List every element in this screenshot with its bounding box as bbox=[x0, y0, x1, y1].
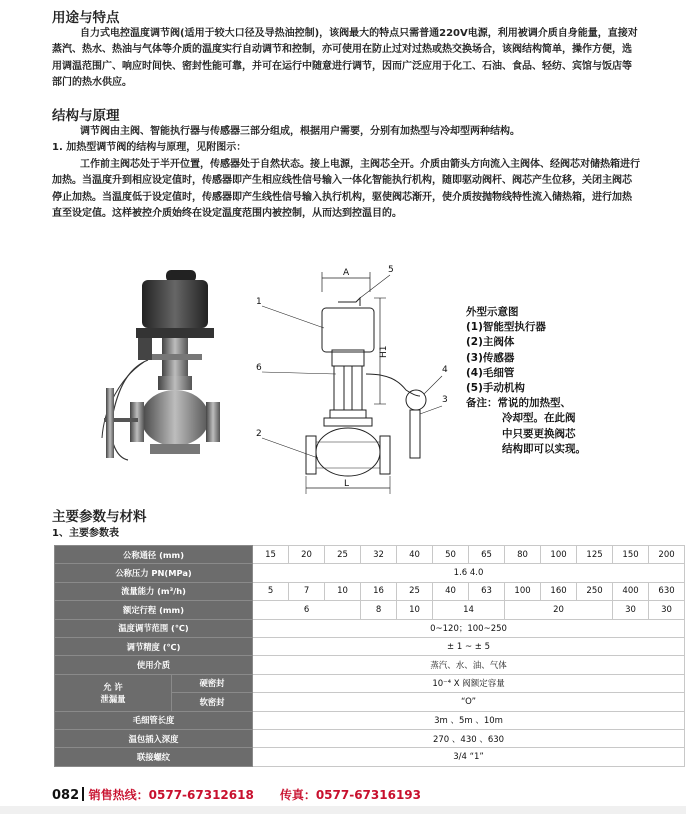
table-row bbox=[55, 564, 685, 582]
legend-item-capillary: (4)毛细管 bbox=[466, 366, 515, 379]
table-cell: 40 bbox=[397, 546, 433, 564]
table-cell: 100 bbox=[541, 546, 577, 564]
table-cell: 30 bbox=[613, 601, 649, 619]
table-cell: 25 bbox=[325, 546, 361, 564]
params-subtitle: 1、主要参数表 bbox=[52, 528, 119, 539]
row-label: 公称压力 PN(MPa) bbox=[55, 564, 253, 582]
fax-number: 传真：0577-67316193 bbox=[279, 788, 422, 802]
valve-schematic bbox=[248, 262, 458, 502]
table-row bbox=[55, 619, 685, 637]
table-cell: 15 bbox=[253, 546, 289, 564]
table-cell: 14 bbox=[433, 601, 505, 619]
row-label: 温度调节范围 (℃) bbox=[55, 619, 253, 637]
table-cell: 3m 、5m 、10m bbox=[253, 711, 685, 729]
table-cell: 150 bbox=[613, 546, 649, 564]
dim-label-l: L bbox=[344, 479, 350, 489]
params-table bbox=[54, 545, 685, 767]
row-label: 调节精度 (℃) bbox=[55, 637, 253, 655]
table-row bbox=[55, 637, 685, 655]
table-cell: 16 bbox=[361, 582, 397, 600]
table-cell: 0~120；100~250 bbox=[253, 619, 685, 637]
dim-label-h1: H1 bbox=[379, 345, 389, 358]
legend-item-main-body: (2)主阀体 bbox=[466, 336, 515, 349]
table-cell: 蒸汽、水、油、气体 bbox=[253, 656, 685, 674]
table-cell: 20 bbox=[289, 546, 325, 564]
structure-item1: 1. 加热型调节阀的结构与原理，见附图示： bbox=[52, 142, 247, 154]
table-cell: 3/4 “1” bbox=[253, 748, 685, 766]
table-cell: 10 bbox=[397, 601, 433, 619]
table-cell: 7 bbox=[289, 582, 325, 600]
table-cell: 80 bbox=[505, 546, 541, 564]
usage-paragraph bbox=[52, 26, 640, 92]
table-cell: 630 bbox=[649, 582, 685, 600]
structure-text2: 工作前主阀芯处于半开位置，传感器处于自然状态。接上电源，主阀芯全开。介质由箭头方向流入主阀体、经阀芯对储热箱进行加热。当温度升到相应设定值时，传感器即产生相应线性信号输入一体化智能执行机构，随即驱动阀杆、阀芯产生位移，关闭主阀芯停止加热。当温度低于设定值时，传感器即产生线性信号输入执行机构，驱使阀芯渐开，使介质按抛物线特性流入储热箱，进行加热直至设定值。这样被控介质始终在设定温度范围内被控制，从而达到控温目的。 bbox=[52, 158, 640, 220]
label-6: 6 bbox=[256, 363, 262, 373]
legend-item-sensor: (3)传感器 bbox=[466, 351, 515, 364]
leakage-soft-value: “O” bbox=[253, 693, 685, 711]
table-row bbox=[55, 711, 685, 729]
table-row bbox=[55, 674, 685, 692]
leakage-hard-value: 10⁻⁴ X 阀额定容量 bbox=[253, 674, 685, 692]
leakage-hard-label: 硬密封 bbox=[172, 674, 253, 692]
usage-text: 自力式电控温度调节阀(适用于较大口径及导热油控制)，该阀最大的特点只需普通220V电源，利用被调介质自身能量，直接对蒸汽、热水、热油与气体等介质的温度实行自动调节和控制，亦可使用在防止过对过热或热交换场合，该阀结构简单，操作方便，选用调温范围广、响应时间快、密封性能可靠，并可在运行中随意进行调节，因而广泛应用于化工、石油、食品、轻纺、宾馆与饭店等部门的热水供应。 bbox=[52, 28, 638, 89]
row-label: 联接螺纹 bbox=[55, 748, 253, 766]
row-label: 毛细管长度 bbox=[55, 711, 253, 729]
structure-paragraph bbox=[52, 124, 640, 222]
table-cell: 10 bbox=[325, 582, 361, 600]
leakage-group-label: 允 许 泄漏量 bbox=[55, 674, 172, 711]
table-cell: 32 bbox=[361, 546, 397, 564]
table-cell: 200 bbox=[649, 546, 685, 564]
table-cell: 63 bbox=[469, 582, 505, 600]
structure-text1: 调节阀由主阀、智能执行器与传感器三部分组成，根据用户需要，分别有加热型与冷却型两种结构。 bbox=[80, 126, 520, 137]
table-row bbox=[55, 729, 685, 747]
table-cell: 40 bbox=[433, 582, 469, 600]
row-label: 流量能力 (m³/h) bbox=[55, 582, 253, 600]
table-cell: 100 bbox=[505, 582, 541, 600]
legend-item-manual: (5)手动机构 bbox=[466, 382, 525, 395]
footer bbox=[52, 786, 421, 803]
row-label: 额定行程 (mm) bbox=[55, 601, 253, 619]
legend-note-3: 中只要更换阀芯 bbox=[502, 427, 576, 440]
legend-note-1: 备注：常说的加热型、 bbox=[466, 397, 571, 410]
table-cell: 160 bbox=[541, 582, 577, 600]
legend-item-actuator: (1)智能型执行器 bbox=[466, 321, 546, 334]
label-2: 2 bbox=[256, 429, 262, 439]
table-cell: 400 bbox=[613, 582, 649, 600]
page-number: 082 bbox=[52, 788, 80, 803]
structure-title: 结构与原理 bbox=[52, 108, 120, 124]
legend-note-4: 结构即可以实现。 bbox=[502, 442, 586, 455]
params-title: 主要参数与材料 bbox=[52, 509, 147, 525]
label-1: 1 bbox=[256, 297, 262, 307]
leakage-soft-label: 软密封 bbox=[172, 693, 253, 711]
valve-photo bbox=[88, 268, 238, 488]
table-row bbox=[55, 546, 685, 564]
table-cell: 1.6 4.0 bbox=[253, 564, 685, 582]
row-label: 使用介质 bbox=[55, 656, 253, 674]
table-cell: 250 bbox=[577, 582, 613, 600]
label-3: 3 bbox=[442, 395, 448, 405]
table-row bbox=[55, 582, 685, 600]
table-cell: 30 bbox=[649, 601, 685, 619]
label-4: 4 bbox=[442, 365, 448, 375]
table-cell: 270 、430 、630 bbox=[253, 729, 685, 747]
legend-note-2: 冷却型。在此阀 bbox=[502, 412, 576, 425]
table-row bbox=[55, 656, 685, 674]
usage-title: 用途与特点 bbox=[52, 10, 120, 26]
table-cell: 25 bbox=[397, 582, 433, 600]
table-cell: 65 bbox=[469, 546, 505, 564]
row-label: 温包插入深度 bbox=[55, 729, 253, 747]
table-cell: 20 bbox=[505, 601, 613, 619]
table-cell: 6 bbox=[253, 601, 361, 619]
footer-bar bbox=[0, 806, 686, 814]
diagram-legend bbox=[466, 305, 586, 457]
table-cell: ± 1 ~ ± 5 bbox=[253, 637, 685, 655]
table-row bbox=[55, 601, 685, 619]
label-5: 5 bbox=[388, 265, 394, 275]
dim-label-a: A bbox=[343, 268, 350, 278]
sales-hotline: 销售热线：0577-67312618 bbox=[88, 788, 254, 802]
table-cell: 50 bbox=[433, 546, 469, 564]
row-label: 公称通径 (mm) bbox=[55, 546, 253, 564]
table-cell: 125 bbox=[577, 546, 613, 564]
legend-title: 外型示意图 bbox=[466, 306, 519, 318]
table-cell: 8 bbox=[361, 601, 397, 619]
table-cell: 5 bbox=[253, 582, 289, 600]
table-row bbox=[55, 748, 685, 766]
